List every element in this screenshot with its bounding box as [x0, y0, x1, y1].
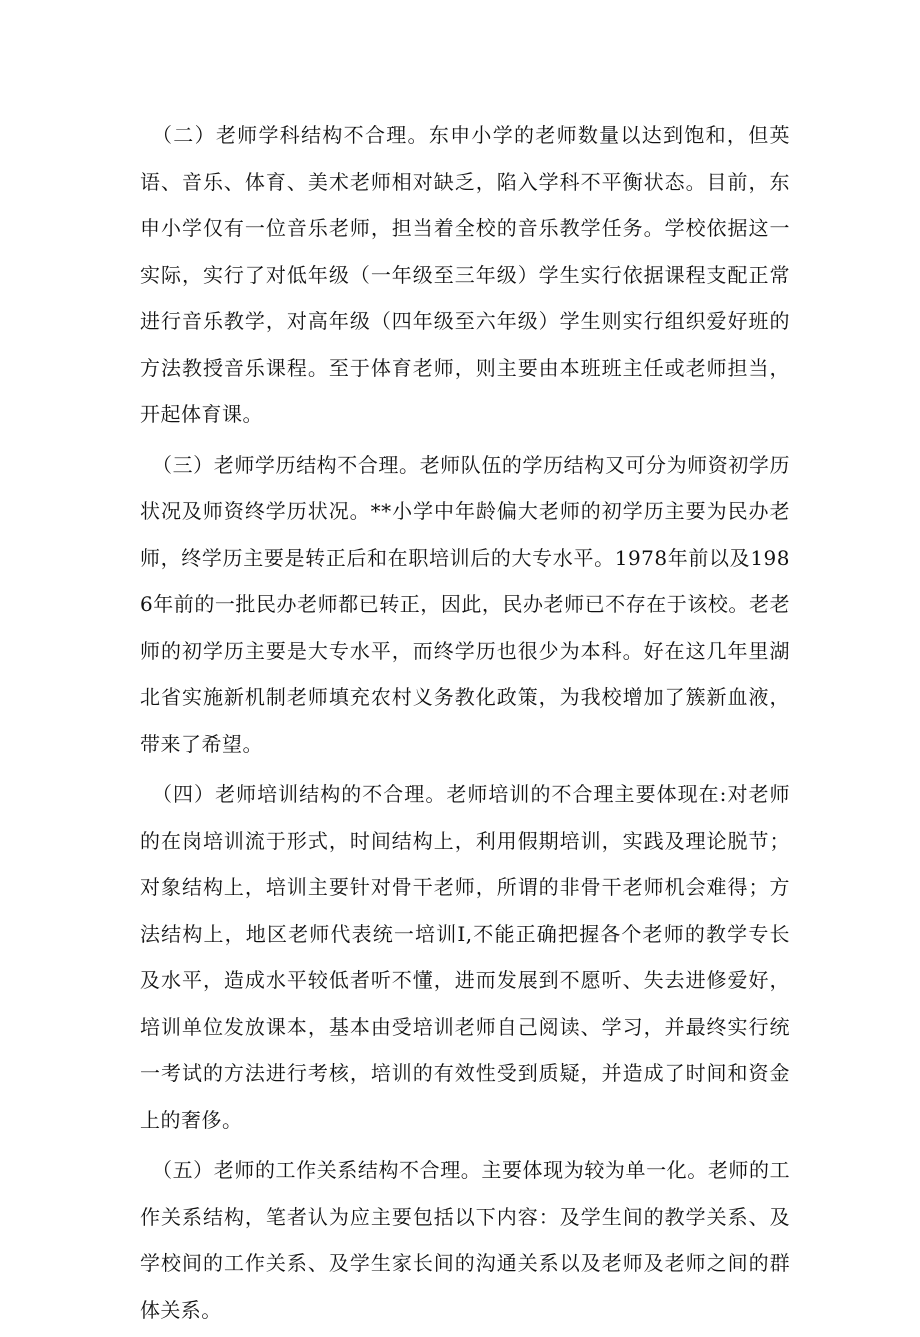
document-body [140, 112, 790, 1337]
paragraph-subject-structure [140, 112, 790, 438]
paragraph-number: （三） [152, 452, 214, 477]
paragraph-training-structure [140, 771, 790, 1143]
paragraph-number: （五） [152, 1158, 214, 1182]
paragraph-number: （四） [152, 782, 216, 806]
paragraph-work-relation-structure [140, 1147, 790, 1333]
paragraph-text: 老师学科结构不合理。东申小学的老师数量以达到饱和，但英语、音乐、体育、美术老师相对缺乏，陷入学科不平衡状态。目前，东申小学仅有一位音乐老师，担当着全校的音乐教学任务。学校依据这一实际，实行了对低年级（一年级至三年级）学生实行依据课程支配正常进行音乐教学，对高年级（四年级至六年级）学生则实行组织爱好班的方法教授音乐课程。至于体育老师，则主要由本班班主任或老师担当，开起体育课。 [140, 123, 791, 426]
paragraph-education-structure [140, 442, 790, 768]
paragraph-text: 老师培训结构的不合理。老师培训的不合理主要体现在:对老师的在岗培训流于形式，时间结构上，利用假期培训，实践及理论脱节；对象结构上，培训主要针对骨干老师，所谓的非骨干老师机会难得；方法结构上，地区老师代表统一培训I,不能正确把握各个老师的教学专长及水平，造成水平较低者听不懂，进而发展到不愿听、失去进修爱好，培训单位发放课本，基本由受培训老师自己阅读、学习，并最终实行统一考试的方法进行考核，培训的有效性受到质疑，并造成了时间和资金上的奢侈。 [140, 782, 790, 1132]
paragraph-text: 老师的工作关系结构不合理。主要体现为较为单一化。老师的工作关系结构，笔者认为应主要包括以下内容：及学生间的教学关系、及学校间的工作关系、及学生家长间的沟通关系以及老师及老师之间的群体关系。 [140, 1158, 790, 1322]
paragraph-text: 老师学历结构不合理。老师队伍的学历结构又可分为师资初学历状况及师资终学历状况。**小学中年龄偏大老师的初学历主要为民办老师，终学历主要是转正后和在职培训后的大专水平。1978年前以及1986年前的一批民办老师都已转正，因此，民办老师已不存在于该校。老老师的初学历主要是大专水平，而终学历也很少为本科。好在这几年里湖北省实施新机制老师填充农村义务教化政策，为我校增加了簇新血液，带来了希望。 [140, 452, 790, 756]
paragraph-number: （二） [152, 123, 216, 147]
